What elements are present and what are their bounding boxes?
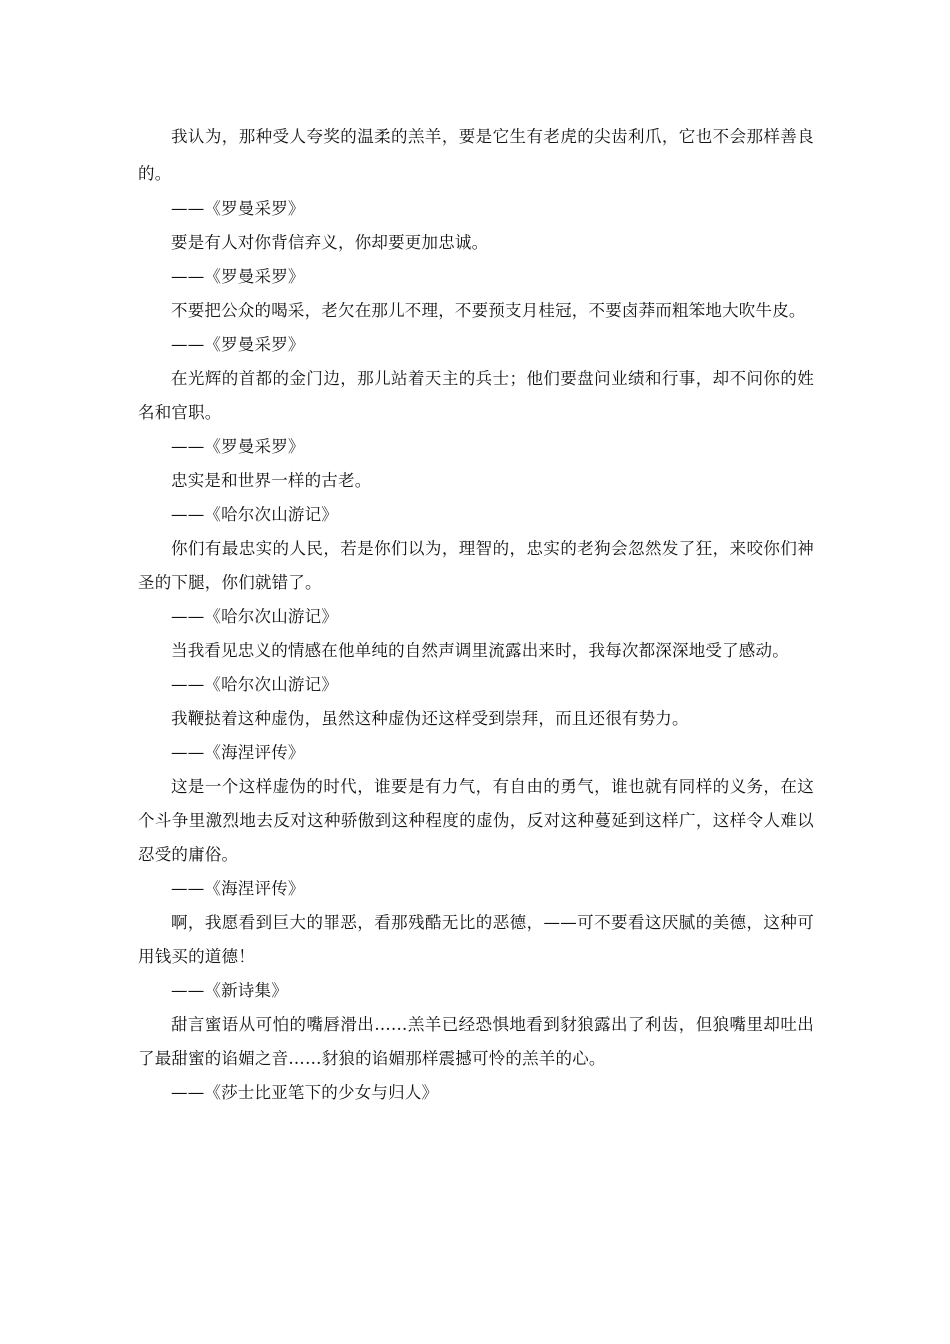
quote-source: ——《海涅评传》 — [171, 743, 305, 762]
quote-text: 要是有人对你背信弃义，你却要更加忠诚。 — [171, 233, 489, 252]
quote-source: ——《哈尔次山游记》 — [171, 505, 338, 524]
document-page — [138, 118, 814, 1110]
quote-text: 我鞭挞着这种虚伪，虽然这种虚伪还这样受到崇拜，而且还很有势力。 — [171, 709, 689, 728]
quote-source: ——《新诗集》 — [171, 981, 288, 1000]
quote-text: 忠实是和世界一样的古老。 — [171, 471, 372, 490]
quote-text: 不要把公众的喝采，老欠在那儿不理，不要预支月桂冠，不要卤莽而粗笨地大吹牛皮。 — [171, 301, 806, 320]
quote-source: ——《海涅评传》 — [171, 879, 305, 898]
quote-text: 啊，我愿看到巨大的罪恶，看那残酷无比的恶德，——可不要看这厌腻的美德，这种可用钱买的道德！ — [138, 913, 814, 966]
quote-text: 当我看见忠义的情感在他单纯的自然声调里流露出来时，我每次都深深地受了感动。 — [171, 641, 789, 660]
quote-source: ——《哈尔次山游记》 — [171, 607, 338, 626]
quote-text: 我认为，那种受人夸奖的温柔的羔羊，要是它生有老虎的尖齿利爪，它也不会那样善良的。 — [138, 127, 814, 183]
quote-source: ——《罗曼采罗》 — [171, 267, 305, 286]
quote-text: 这是一个这样虚伪的时代，谁要是有力气，有自由的勇气，谁也就有同样的义务，在这个斗争里激烈地去反对这种骄傲到这种程度的虚伪，反对这种蔓延到这样广，这样令人难以忍受的庸俗。 — [138, 777, 814, 864]
quote-source: ——《哈尔次山游记》 — [171, 675, 338, 694]
quote-source: ——《莎士比亚笔下的少女与归人》 — [171, 1083, 439, 1102]
quote-source: ——《罗曼采罗》 — [171, 437, 305, 456]
quote-text: 你们有最忠实的人民，若是你们以为，理智的，忠实的老狗会忽然发了狂，来咬你们神圣的下腿，你们就错了。 — [138, 539, 814, 592]
quote-text: 甜言蜜语从可怕的嘴唇滑出……羔羊已经恐惧地看到豺狼露出了利齿，但狼嘴里却吐出了最甜蜜的谄媚之音……豺狼的谄媚那样震撼可怜的羔羊的心。 — [138, 1015, 814, 1068]
quote-source: ——《罗曼采罗》 — [171, 335, 305, 354]
quote-source: ——《罗曼采罗》 — [171, 199, 305, 218]
quote-text: 在光辉的首都的金门边，那儿站着天主的兵士；他们要盘问业绩和行事，却不问你的姓名和官职。 — [138, 369, 814, 422]
